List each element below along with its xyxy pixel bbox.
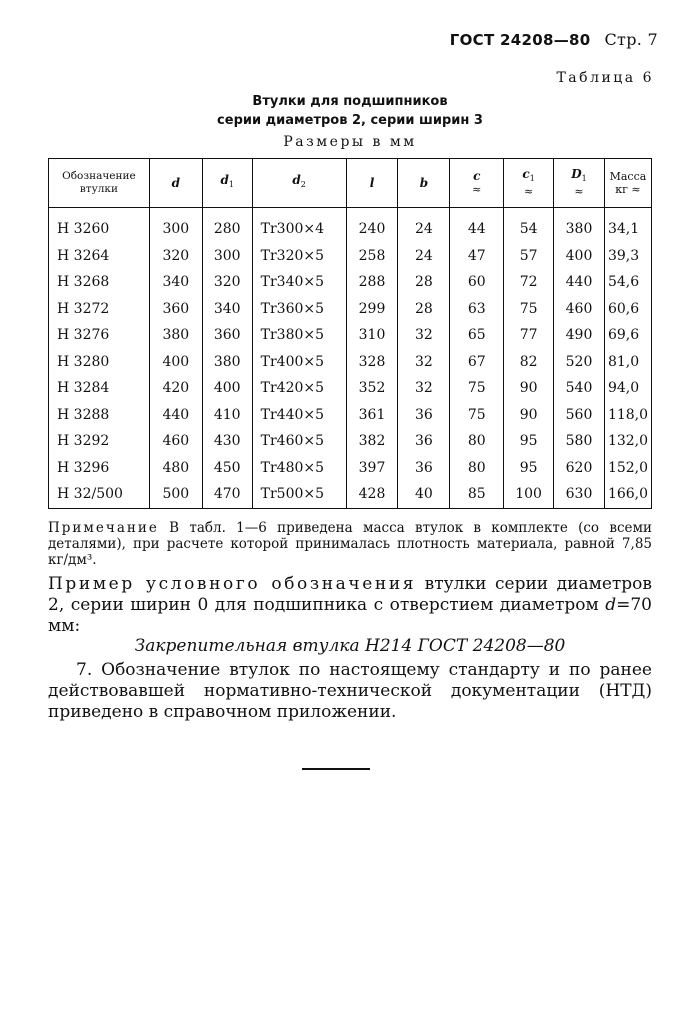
table-cell: 450 (202, 455, 252, 482)
table-cell: 40 (398, 481, 450, 508)
table-cell: 24 (398, 208, 450, 243)
table-cell: Н 3268 (49, 269, 150, 296)
table-cell: 65 (450, 322, 504, 349)
table-cell: 430 (202, 428, 252, 455)
table-header-row (49, 159, 652, 208)
table-cell: 520 (554, 349, 605, 376)
table-cell: 352 (346, 375, 398, 402)
table-cell: 310 (346, 322, 398, 349)
table-cell: Tr380×5 (252, 322, 346, 349)
table-cell: 44 (450, 208, 504, 243)
table-cell: 490 (554, 322, 605, 349)
table-cell: 460 (554, 296, 605, 323)
table-cell: Tr360×5 (252, 296, 346, 323)
table-cell: Н 3288 (49, 402, 150, 429)
header-mass: Масса кг ≈ (604, 159, 651, 208)
table-cell: 60 (450, 269, 504, 296)
table-cell: 380 (554, 208, 605, 243)
table-cell: 299 (346, 296, 398, 323)
table-cell: 80 (450, 455, 504, 482)
example-variable: d (605, 595, 617, 615)
table-cell: 75 (450, 402, 504, 429)
table-cell: 480 (149, 455, 202, 482)
header-d1: $d_1$ (202, 159, 252, 208)
example-text-end: =70 мм: (48, 595, 652, 636)
table-cell: 72 (504, 269, 554, 296)
table-cell: 28 (398, 269, 450, 296)
standard-number: ГОСТ 24208—80 (449, 31, 591, 49)
table-label: Таблица 6 (556, 70, 654, 86)
table-row (49, 455, 652, 482)
table-cell: 320 (149, 243, 202, 270)
table-cell: Н 32/500 (49, 481, 150, 508)
header-designation: Обозначение втулки (49, 159, 150, 208)
table-cell: 54,6 (604, 269, 651, 296)
table-cell: Н 3296 (49, 455, 150, 482)
dimensions-unit-caption: Размеры в мм (283, 134, 417, 150)
header-l: l (346, 159, 398, 208)
table-cell: 75 (504, 296, 554, 323)
table-cell: 32 (398, 349, 450, 376)
designation-example (48, 574, 652, 637)
table-cell: 80 (450, 428, 504, 455)
table-cell: 361 (346, 402, 398, 429)
table-cell: 34,1 (604, 208, 651, 243)
note-text: В табл. 1—6 приведена масса втулок в комплекте (со всеми деталями), при расчете которой принималась плотность материала, равной 7,85 кг/дм³. (48, 520, 652, 568)
table-cell: Tr440×5 (252, 402, 346, 429)
table-note (48, 520, 652, 568)
table-cell: 382 (346, 428, 398, 455)
table-cell: Tr420×5 (252, 375, 346, 402)
table-title (0, 92, 700, 130)
table-row (49, 243, 652, 270)
table-cell: Tr460×5 (252, 428, 346, 455)
table-cell: 400 (202, 375, 252, 402)
table-cell: 95 (504, 455, 554, 482)
table-cell: 100 (504, 481, 554, 508)
table-cell: 300 (149, 208, 202, 243)
table-title-line2: серии диаметров 2, серии ширин 3 (217, 113, 483, 128)
table-cell: 118,0 (604, 402, 651, 429)
header-d: d (149, 159, 202, 208)
example-text: втулки серии диаметров 2, серии ширин 0 для подшипника с отверстием диаметром (48, 574, 652, 615)
table-cell: 54 (504, 208, 554, 243)
table-cell: 440 (554, 269, 605, 296)
table-cell: 340 (202, 296, 252, 323)
table-title-line1: Втулки для подшипников (252, 94, 448, 109)
table-cell: 82 (504, 349, 554, 376)
table-cell: Н 3292 (49, 428, 150, 455)
header-c: c ≈ (450, 159, 504, 208)
header-b: b (398, 159, 450, 208)
table-cell: 380 (149, 322, 202, 349)
table-cell: 36 (398, 402, 450, 429)
table-cell: 95 (504, 428, 554, 455)
table-cell: 152,0 (604, 455, 651, 482)
table-cell: 580 (554, 428, 605, 455)
table-cell: 428 (346, 481, 398, 508)
table-cell: 28 (398, 296, 450, 323)
table-cell: 540 (554, 375, 605, 402)
table-cell: 36 (398, 428, 450, 455)
table-row (49, 269, 652, 296)
table-cell: Tr340×5 (252, 269, 346, 296)
table-cell: 77 (504, 322, 554, 349)
table-cell: 67 (450, 349, 504, 376)
table-cell: 328 (346, 349, 398, 376)
table-row (49, 322, 652, 349)
table-cell: 81,0 (604, 349, 651, 376)
table-cell: 258 (346, 243, 398, 270)
table-cell: 300 (202, 243, 252, 270)
table-cell: 90 (504, 375, 554, 402)
table-cell: Н 3264 (49, 243, 150, 270)
table-cell: 39,3 (604, 243, 651, 270)
table-cell: 57 (504, 243, 554, 270)
table-cell: 132,0 (604, 428, 651, 455)
table-cell: 32 (398, 375, 450, 402)
table-cell: 460 (149, 428, 202, 455)
table-cell: Tr480×5 (252, 455, 346, 482)
table-cell: 410 (202, 402, 252, 429)
table-cell: 90 (504, 402, 554, 429)
table-cell: Н 3260 (49, 208, 150, 243)
table-cell: 24 (398, 243, 450, 270)
table-cell: 32 (398, 322, 450, 349)
bushings-table (48, 158, 652, 509)
table-cell: 85 (450, 481, 504, 508)
table-row (49, 428, 652, 455)
page-number: Стр. 7 (604, 30, 658, 49)
table-cell: 440 (149, 402, 202, 429)
table-cell: 470 (202, 481, 252, 508)
table-cell: 60,6 (604, 296, 651, 323)
table-cell: Н 3284 (49, 375, 150, 402)
table-cell: 620 (554, 455, 605, 482)
table-cell: Tr320×5 (252, 243, 346, 270)
table-cell: 630 (554, 481, 605, 508)
table-cell: 166,0 (604, 481, 651, 508)
table-cell: Н 3272 (49, 296, 150, 323)
header-c1: $c_1$ ≈ (504, 159, 554, 208)
table-cell: 560 (554, 402, 605, 429)
table-cell: 288 (346, 269, 398, 296)
table-cell: 63 (450, 296, 504, 323)
header-D1: $D_1$ ≈ (554, 159, 605, 208)
table-cell: 400 (149, 349, 202, 376)
closing-rule (302, 768, 370, 770)
table-row (49, 349, 652, 376)
table-cell: 360 (202, 322, 252, 349)
table-cell: 400 (554, 243, 605, 270)
designation-line: Закрепительная втулка Н214 ГОСТ 24208—80 (134, 636, 566, 656)
table-cell: 94,0 (604, 375, 651, 402)
note-label: Примечание (48, 520, 159, 536)
table-cell: 500 (149, 481, 202, 508)
table-cell: 340 (149, 269, 202, 296)
table-cell: Tr500×5 (252, 481, 346, 508)
table-cell: Tr300×4 (252, 208, 346, 243)
table-row (49, 375, 652, 402)
table-cell: Н 3280 (49, 349, 150, 376)
table-cell: 397 (346, 455, 398, 482)
table-cell: 380 (202, 349, 252, 376)
table-row (49, 402, 652, 429)
paragraph-7: 7. Обозначение втулок по настоящему стандарту и по ранее действовавшей нормативно-технической документации (НТД) приведено в справочном приложении. (48, 660, 652, 722)
table-row (49, 481, 652, 508)
page-header (450, 30, 658, 49)
table-cell: Tr400×5 (252, 349, 346, 376)
table-cell: 69,6 (604, 322, 651, 349)
table-cell: 420 (149, 375, 202, 402)
header-d2: $d_2$ (252, 159, 346, 208)
table-cell: 240 (346, 208, 398, 243)
table-row (49, 296, 652, 323)
table-cell: 47 (450, 243, 504, 270)
table-cell: 320 (202, 269, 252, 296)
table-cell: 36 (398, 455, 450, 482)
table-cell: Н 3276 (49, 322, 150, 349)
table-cell: 280 (202, 208, 252, 243)
table-cell: 360 (149, 296, 202, 323)
example-heading: Пример условного обозначения (48, 574, 417, 594)
table-cell: 75 (450, 375, 504, 402)
table-row (49, 208, 652, 243)
